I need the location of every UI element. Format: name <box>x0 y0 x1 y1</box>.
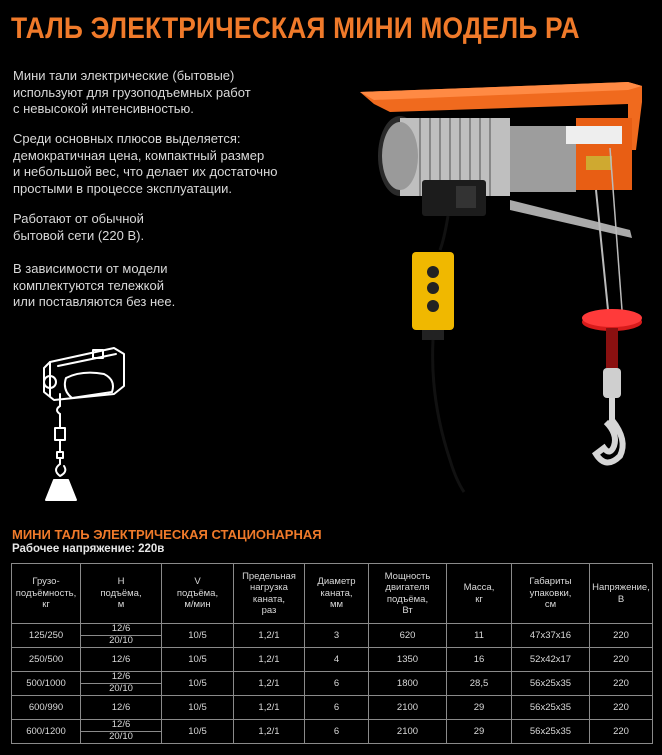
table-row <box>12 648 653 672</box>
header-line: Н <box>117 576 125 588</box>
header-line: подъёма, <box>386 593 429 605</box>
header-line: Масса, <box>463 582 495 593</box>
cell-diameter: 6 <box>305 720 369 744</box>
cell-limit: 1,2/1 <box>234 624 305 648</box>
page-title: ТАЛЬ ЭЛЕКТРИЧЕСКАЯ МИНИ МОДЕЛЬ РА <box>11 12 580 45</box>
cell-mass: 29 <box>447 720 512 744</box>
header-line: м <box>117 599 125 611</box>
header-line: Диаметр <box>317 576 356 588</box>
intro-line: используют для грузоподъемных работ <box>13 84 251 100</box>
col-header-height <box>81 564 162 624</box>
col-header-voltage <box>590 564 653 624</box>
intro-paragraph-2 <box>13 131 278 197</box>
height-value-bottom: 20/10 <box>109 682 133 694</box>
header-line: Габариты <box>529 576 572 588</box>
intro-line: бытовой сети (220 В). <box>13 227 145 243</box>
height-value-bottom: 20/10 <box>109 730 133 742</box>
intro-line: или поставляются без нее. <box>13 294 176 309</box>
cell-speed: 10/5 <box>162 624 234 648</box>
col-header-load <box>12 564 81 624</box>
cell-height <box>81 624 162 648</box>
cell-power: 2100 <box>369 720 447 744</box>
col-header-speed <box>162 564 234 624</box>
col-header-limit <box>234 564 305 624</box>
cell-load: 600/1200 <box>12 720 81 744</box>
col-header-diameter <box>305 564 369 624</box>
cell-mass: 16 <box>447 648 512 672</box>
header-line: см <box>544 599 557 611</box>
header-line: Вт <box>402 605 413 616</box>
hoist-schematic-icon <box>32 340 132 515</box>
height-split <box>81 720 161 743</box>
section-title: МИНИ ТАЛЬ ЭЛЕКТРИЧЕСКАЯ СТАЦИОНАРНАЯ <box>12 527 322 542</box>
cell-voltage: 220 <box>590 624 653 648</box>
cell-size: 47x37x16 <box>512 624 590 648</box>
cell-speed: 10/5 <box>162 720 234 744</box>
intro-line: Работают от обычной <box>13 211 144 226</box>
header-line: подъёма, <box>176 587 219 599</box>
table-row <box>12 720 653 744</box>
intro-paragraph-1 <box>13 68 273 118</box>
col-header-mass <box>447 564 512 624</box>
cell-size: 56x25x35 <box>512 720 590 744</box>
cell-power: 620 <box>369 624 447 648</box>
header-line: м/мин <box>184 599 211 611</box>
cell-load: 600/990 <box>12 696 81 720</box>
section-voltage: Рабочее напряжение: 220в <box>12 543 165 555</box>
cell-diameter: 4 <box>305 648 369 672</box>
header-line: Предельная <box>242 570 296 582</box>
header-line: Мощность <box>384 570 431 582</box>
header-line: подъёма, <box>100 587 142 599</box>
cell-voltage: 220 <box>590 720 653 744</box>
height-value-bottom: 20/10 <box>109 634 133 646</box>
cell-size: 56x25x35 <box>512 696 590 720</box>
intro-line: Мини тали электрические (бытовые) <box>13 68 235 83</box>
cell-size: 56x25x35 <box>512 672 590 696</box>
cell-load: 125/250 <box>12 624 81 648</box>
height-value-top: 12/6 <box>81 672 161 684</box>
height-split <box>81 624 161 647</box>
cell-voltage: 220 <box>590 648 653 672</box>
intro-line: демократичная цена, компактный размер <box>13 147 265 163</box>
header-line: мм <box>329 599 344 611</box>
electric-hoist-photo <box>360 60 660 500</box>
cell-limit: 1,2/1 <box>234 672 305 696</box>
cell-speed: 10/5 <box>162 672 234 696</box>
table-header-row <box>12 564 653 624</box>
intro-paragraph-3 <box>13 211 273 244</box>
intro-line: комплектуются тележкой <box>13 277 165 293</box>
cell-power: 2100 <box>369 696 447 720</box>
header-line: каната, <box>252 593 286 605</box>
cell-load: 500/1000 <box>12 672 81 696</box>
cell-load: 250/500 <box>12 648 81 672</box>
cell-height: 12/6 <box>81 696 162 720</box>
height-value-top: 12/6 <box>81 720 161 732</box>
header-line: нагрузка <box>250 582 288 593</box>
cell-mass: 28,5 <box>447 672 512 696</box>
table-row <box>12 672 653 696</box>
intro-paragraph-4 <box>13 261 273 311</box>
cell-speed: 10/5 <box>162 648 234 672</box>
cell-size: 52x42x17 <box>512 648 590 672</box>
cell-limit: 1,2/1 <box>234 648 305 672</box>
header-line: каната, <box>320 587 353 599</box>
spec-table <box>11 563 653 744</box>
header-line: раз <box>261 605 277 616</box>
intro-line: Среди основных плюсов выделяется: <box>13 131 241 146</box>
table-row <box>12 696 653 720</box>
cell-voltage: 220 <box>590 696 653 720</box>
header-line: двигателя <box>385 582 430 593</box>
header-line: подъёмность, <box>15 587 77 599</box>
col-header-power <box>369 564 447 624</box>
table-row <box>12 624 653 648</box>
cell-diameter: 6 <box>305 672 369 696</box>
header-line: V <box>194 576 201 588</box>
header-line: Грузо- <box>32 576 60 588</box>
col-header-size <box>512 564 590 624</box>
header-line: Напряжение, <box>592 582 650 593</box>
cell-power: 1800 <box>369 672 447 696</box>
cell-power: 1350 <box>369 648 447 672</box>
header-line: кг <box>475 593 483 605</box>
header-line: кг <box>42 599 50 611</box>
cell-speed: 10/5 <box>162 696 234 720</box>
height-split <box>81 672 161 695</box>
cell-limit: 1,2/1 <box>234 720 305 744</box>
cell-height <box>81 720 162 744</box>
intro-line: с невысокой интенсивностью. <box>13 101 194 116</box>
cell-diameter: 3 <box>305 624 369 648</box>
header-line: В <box>617 593 625 605</box>
cell-height <box>81 672 162 696</box>
cell-voltage: 220 <box>590 672 653 696</box>
cell-mass: 29 <box>447 696 512 720</box>
cell-mass: 11 <box>447 624 512 648</box>
cell-diameter: 6 <box>305 696 369 720</box>
intro-line: простыми в процессе эксплуатации. <box>13 180 233 196</box>
intro-line: В зависимости от модели <box>13 261 168 276</box>
height-value-top: 12/6 <box>81 624 161 636</box>
header-line: упаковки, <box>529 587 572 599</box>
cell-limit: 1,2/1 <box>234 696 305 720</box>
intro-line: и небольшой вес, что делает их достаточно <box>13 164 278 179</box>
cell-height: 12/6 <box>81 648 162 672</box>
